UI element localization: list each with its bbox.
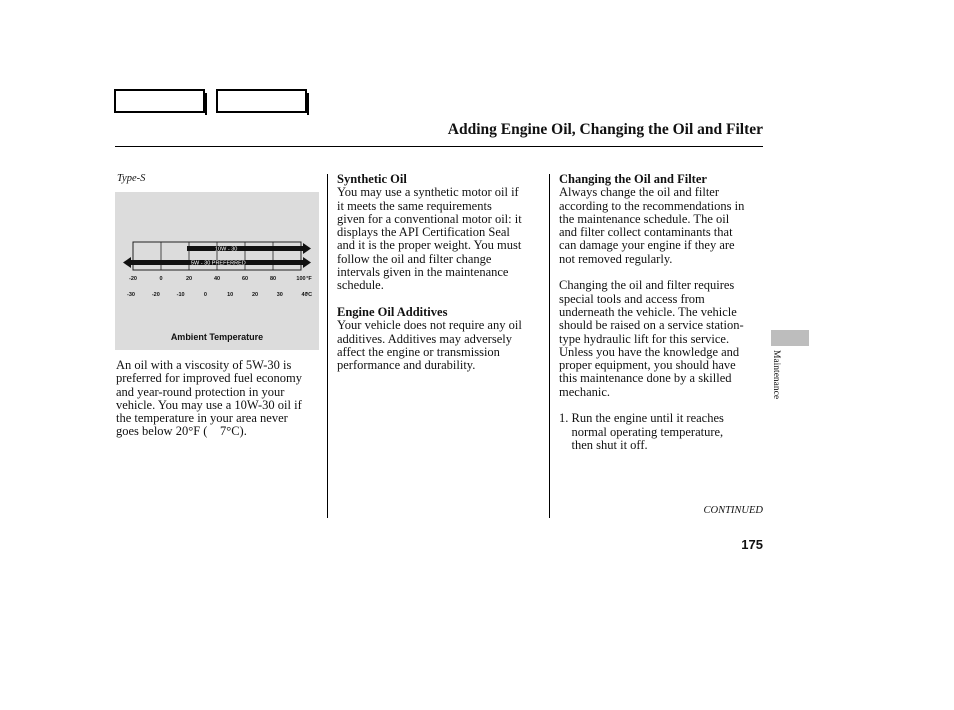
page-title: Adding Engine Oil, Changing the Oil and Filter (447, 121, 763, 138)
middle-column (337, 173, 522, 372)
column-divider-1 (327, 174, 328, 518)
celsius-tick: 0 (203, 292, 207, 298)
body-line: preferred for improved fuel economy (116, 371, 303, 386)
body-line: it meets the same requirements (337, 198, 492, 213)
fahrenheit-scale (129, 276, 312, 282)
celsius-scale (127, 292, 312, 298)
body-line: schedule. (337, 278, 384, 293)
body-line: Your vehicle does not require any oil (337, 318, 522, 333)
step-1 (559, 412, 744, 452)
body-line: You may use a synthetic motor oil if (337, 185, 519, 200)
fahrenheit-tick: 20 (185, 276, 193, 282)
fahrenheit-tick: 40 (213, 276, 221, 282)
viscosity-chart (115, 192, 319, 350)
title-rule (115, 146, 763, 147)
celsius-tick: 10 (227, 292, 234, 298)
fahrenheit-unit: °F (306, 276, 312, 282)
body-line: special tools and access from (559, 291, 705, 306)
engine-oil-additives-heading: Engine Oil Additives (337, 304, 448, 319)
celsius-tick: -20 (151, 292, 160, 298)
body-line: mechanic. (559, 384, 611, 399)
fahrenheit-tick: 0 (159, 276, 163, 282)
fahrenheit-tick: -20 (129, 276, 137, 282)
continued-label: CONTINUED (703, 505, 763, 516)
fahrenheit-tick: 100 (296, 276, 306, 282)
celsius-tick: -30 (127, 292, 135, 298)
step-line: 1. Run the engine until it reaches (559, 411, 724, 426)
body-line: underneath the vehicle. The vehicle (559, 304, 737, 319)
body-line: not removed regularly. (559, 251, 673, 266)
body-line: displays the API Certification Seal (337, 225, 510, 240)
body-line: Always change the oil and filter (559, 185, 720, 200)
model-label: Type-S (117, 173, 146, 184)
nav-box-1[interactable] (114, 89, 205, 113)
celsius-tick: -10 (176, 292, 185, 298)
body-line: type hydraulic lift for this service. (559, 331, 730, 346)
column-divider-2 (549, 174, 550, 518)
body-line: and filter collect contaminants that (559, 225, 733, 240)
body-line: and year-round protection in your (116, 384, 285, 399)
bar-10w30-arrow (303, 243, 311, 254)
right-column (559, 173, 744, 452)
viscosity-chart-svg (115, 192, 319, 322)
fahrenheit-tick: 80 (269, 276, 277, 282)
body-line: according to the recommendations in (559, 198, 745, 213)
page-number: 175 (741, 537, 763, 552)
body-line: the temperature in your area never (116, 411, 288, 426)
spacer (337, 293, 522, 306)
step-line: then shut it off. (559, 437, 648, 452)
body-line: additives. Additives may adversely (337, 331, 512, 346)
section-label: Maintenance (771, 350, 781, 400)
engine-oil-additives-body (337, 319, 522, 372)
changing-oil-para-1 (559, 186, 744, 266)
body-line: this maintenance done by a skilled (559, 371, 732, 386)
body-line: proper equipment, you should have (559, 358, 736, 373)
body-line: An oil with a viscosity of 5W-30 is (116, 358, 292, 372)
body-line: should be raised on a service station- (559, 318, 744, 333)
celsius-tick: 40 (301, 292, 308, 298)
changing-oil-para-2 (559, 279, 744, 399)
synthetic-oil-body (337, 186, 522, 292)
body-line: affect the engine or transmission (337, 344, 500, 359)
spacer (559, 399, 744, 412)
celsius-tick: 30 (276, 292, 283, 298)
step-line: normal operating temperature, (559, 424, 724, 439)
chart-caption: Ambient Temperature (170, 332, 264, 342)
celsius-unit: °C (305, 292, 313, 298)
bar-10w30-label: 10W - 30 (215, 246, 238, 253)
body-line: Changing the oil and filter requires (559, 278, 735, 293)
body-line: vehicle. You may use a 10W-30 oil if (116, 397, 302, 412)
spacer (559, 266, 744, 279)
body-line: and it is the proper weight. You must (337, 238, 522, 253)
bar-5w30-left-arrow (123, 257, 131, 268)
body-line: given for a conventional motor oil: it (337, 211, 522, 226)
body-line: the maintenance schedule. The oil (559, 211, 730, 226)
celsius-tick: 20 (251, 292, 259, 298)
left-body-text (116, 359, 302, 439)
synthetic-oil-heading: Synthetic Oil (337, 172, 407, 186)
body-line: Unless you have the knowledge and (559, 344, 740, 359)
bar-5w30-label: 5W - 30 PREFERRED (191, 260, 246, 267)
body-line: can damage your engine if they are (559, 238, 735, 253)
body-line: goes below 20°F ( 7°C). (116, 424, 247, 439)
section-tab[interactable] (771, 330, 809, 346)
body-line: performance and durability. (337, 358, 476, 373)
body-line: intervals given in the maintenance (337, 265, 509, 280)
body-line: follow the oil and filter change (337, 251, 492, 266)
bar-5w30-right-arrow (303, 257, 311, 268)
fahrenheit-tick: 60 (241, 276, 249, 282)
nav-box-2[interactable] (216, 89, 307, 113)
bar-10w30 (187, 246, 303, 251)
changing-oil-heading: Changing the Oil and Filter (559, 172, 707, 186)
